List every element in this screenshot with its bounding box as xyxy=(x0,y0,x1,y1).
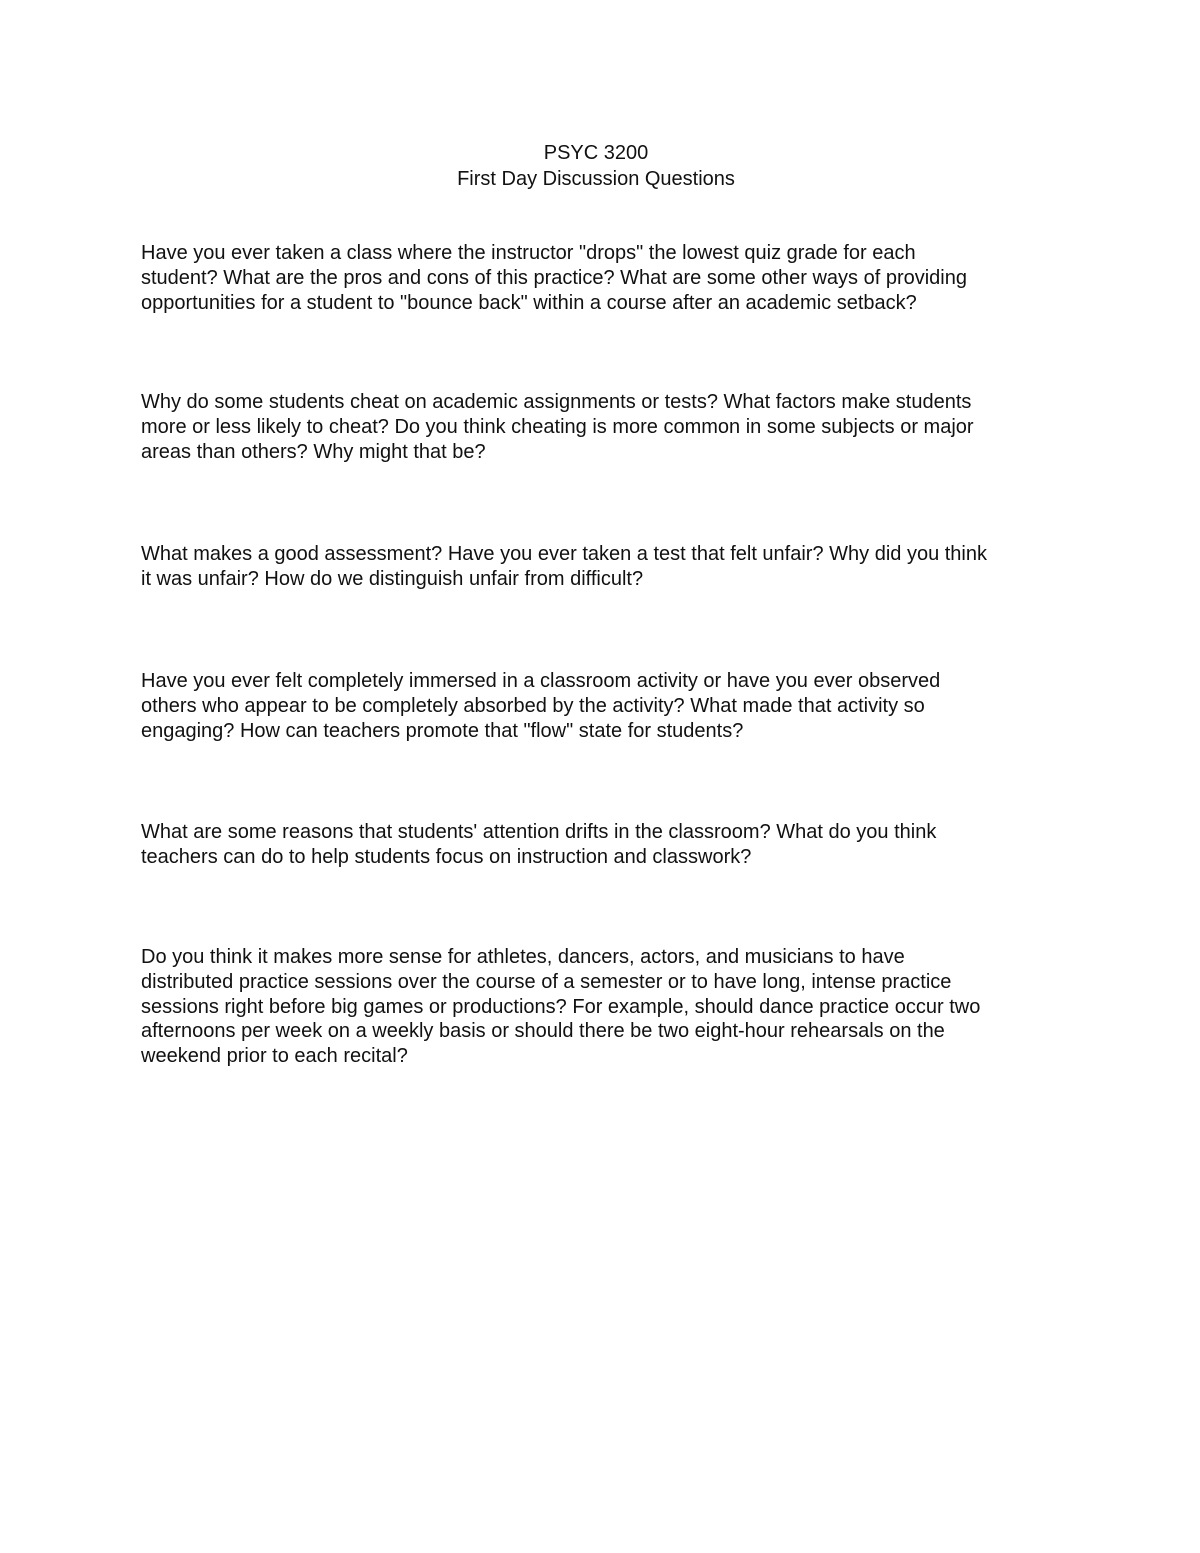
question-line: Do you think it makes more sense for athletes, dancers, actors, and musicians to have xyxy=(141,946,905,968)
course-title: PSYC 3200 xyxy=(543,142,649,164)
question-line: What makes a good assessment? Have you ever taken a test that felt unfair? Why did you think xyxy=(141,543,987,565)
question-line: sessions right before big games or productions? For example, should dance practice occur two xyxy=(141,995,981,1018)
discussion-question-2 xyxy=(141,390,1071,464)
question-line: it was unfair? How do we distinguish unfair from difficult? xyxy=(141,567,644,590)
document-header xyxy=(0,140,1192,192)
question-line: Have you ever taken a class where the instructor "drops" the lowest quiz grade for each xyxy=(141,242,916,264)
question-line: areas than others? Why might that be? xyxy=(141,440,486,463)
discussion-question-3 xyxy=(141,542,1071,592)
question-line: engaging? How can teachers promote that "flow" state for students? xyxy=(141,719,744,742)
question-line: distributed practice sessions over the course of a semester or to have long, intense practice xyxy=(141,970,952,993)
question-line: student? What are the pros and cons of this practice? What are some other ways of providing xyxy=(141,266,967,289)
question-line: weekend prior to each recital? xyxy=(141,1045,408,1068)
question-line: more or less likely to cheat? Do you think cheating is more common in some subjects or major xyxy=(141,415,974,438)
discussion-question-5 xyxy=(141,820,1071,870)
discussion-question-1 xyxy=(141,241,1071,315)
question-line: teachers can do to help students focus on instruction and classwork? xyxy=(141,845,752,868)
question-line: opportunities for a student to "bounce back" within a course after an academic setback? xyxy=(141,291,917,314)
document-subtitle: First Day Discussion Questions xyxy=(457,168,735,190)
question-line: others who appear to be completely absorbed by the activity? What made that activity so xyxy=(141,694,925,717)
discussion-question-4 xyxy=(141,669,1071,743)
question-line: Why do some students cheat on academic assignments or tests? What factors make students xyxy=(141,391,972,413)
question-line: afternoons per week on a weekly basis or should there be two eight-hour rehearsals on the xyxy=(141,1020,945,1043)
question-line: What are some reasons that students' attention drifts in the classroom? What do you think xyxy=(141,821,937,843)
question-line: Have you ever felt completely immersed in a classroom activity or have you ever observed xyxy=(141,670,941,692)
discussion-question-6 xyxy=(141,945,1071,1069)
